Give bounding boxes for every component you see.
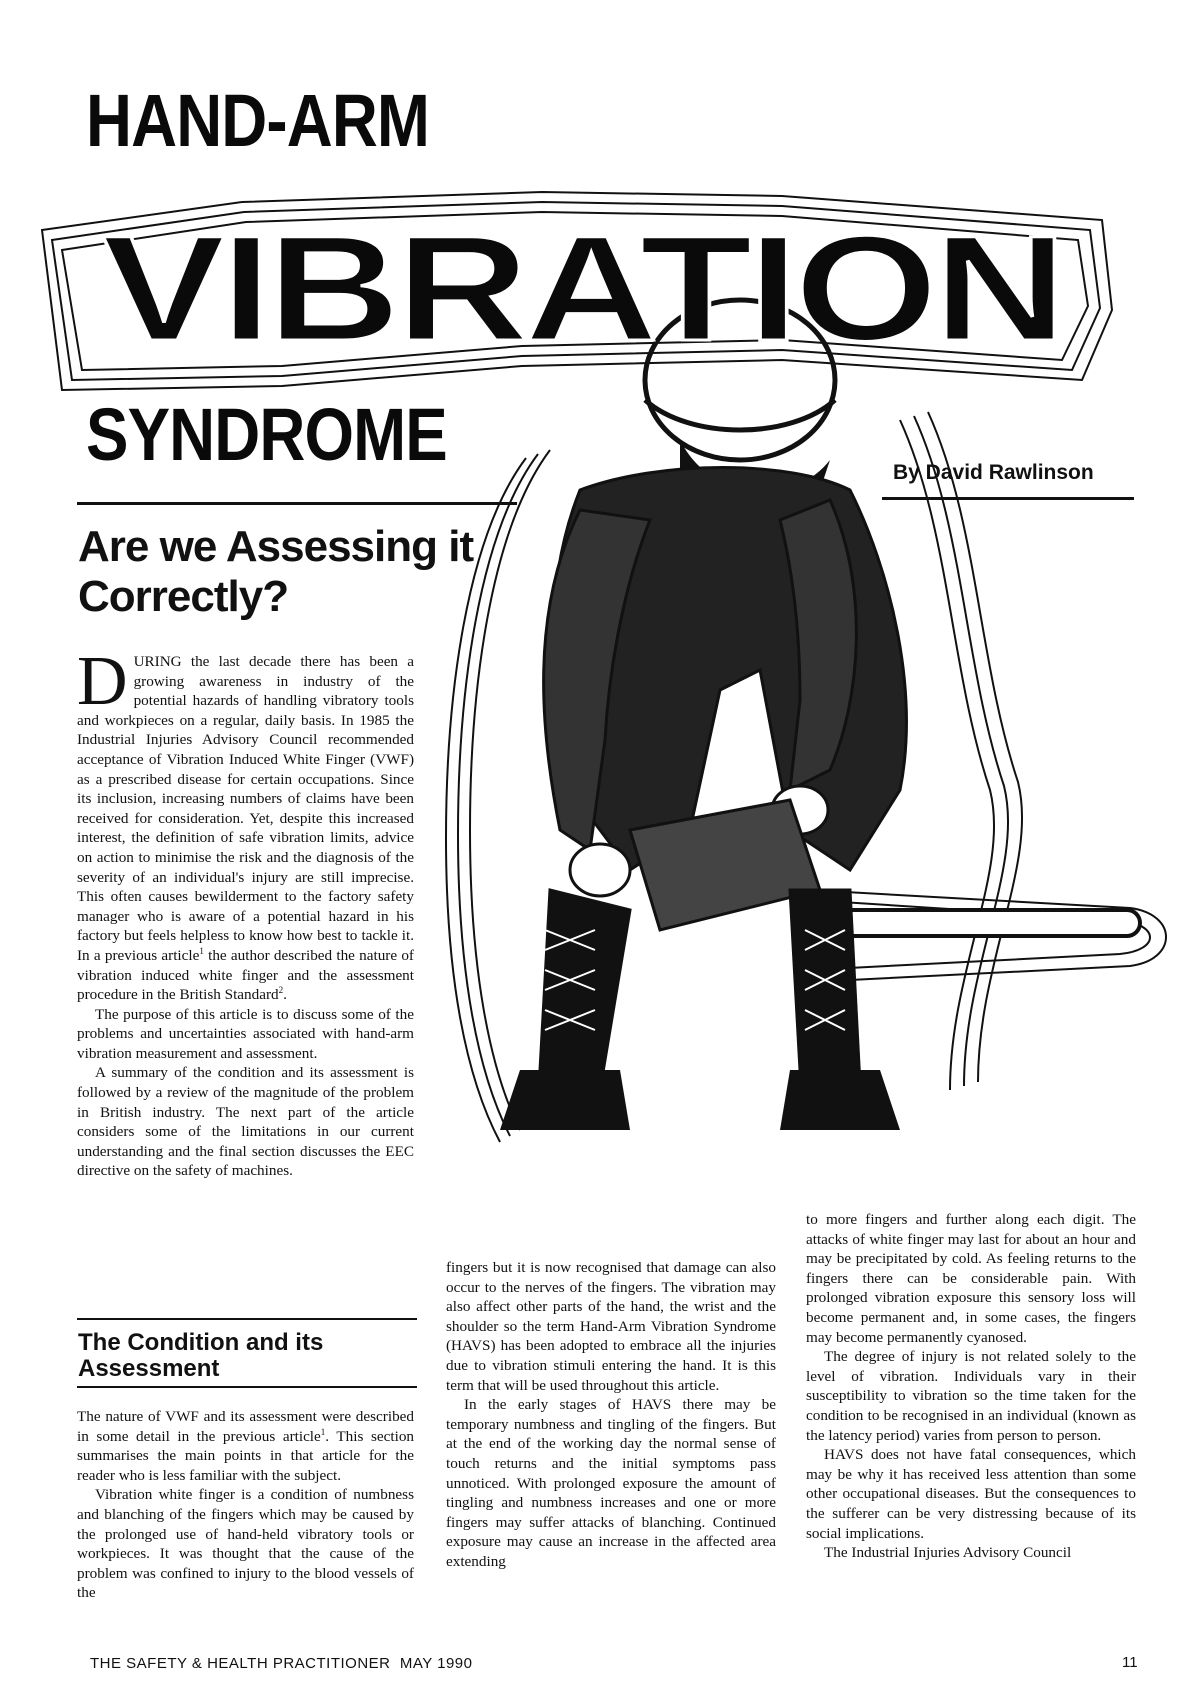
footer-publication: THE SAFETY & HEALTH PRACTITIONER MAY 1990 [90, 1655, 473, 1672]
paragraph: HAVS does not have fatal consequences, which may be why it has received less attention than some other occupational diseases. But the consequences to the sufferer can be very distressing because of its social implications. [806, 1446, 1136, 1542]
drop-cap: D [77, 643, 128, 720]
paragraph: The purpose of this article is to discuss some of the problems and uncertainties associated with hand-arm vibration measurement and assessment. [77, 1005, 414, 1062]
paragraph: In the early stages of HAVS there may be temporary numbness and tingling of the fingers. But at the end of the working day the normal sense of touch returns and the initial symptoms pass unnoticed. With prolonged exposure the amount of tingling and numbness increases and one or more fingers may suffer attacks of blanching. Continued exposure may cause an increase in the affected area extending [446, 1396, 776, 1570]
section-rule-top [77, 1318, 417, 1320]
footnote-ref: 2 [278, 985, 284, 996]
subtitle: Are we Assessing it Correctly? [78, 522, 474, 621]
article-column-1 [77, 643, 414, 1181]
paragraph: to more fingers and further along each digit. The attacks of white finger may last for about an hour and may be precipitated by cold. As feeling returns to the fingers there can be considerable pain. With prolonged vibration exposure this sensory loss will become permanent and, in some cases, the fingers may become permanently cyanosed. [806, 1211, 1136, 1346]
footnote-ref: 1 [199, 945, 204, 956]
section-rule-bottom [77, 1386, 417, 1388]
paragraph [77, 1407, 414, 1485]
paragraph: fingers but it is now recognised that damage can also occur to the nerves of the fingers. The vibration may also affect other parts of the hand, the wrist and the shoulder so the term Hand-Arm Vibration Syndrome (HAVS) has been adopted to embrace all the injuries due to vibration stimuli entering the hand. It is this term that will be used throughout this article. [446, 1259, 776, 1394]
paragraph-text: The nature of VWF and its assessment were described in some detail in the previous article [77, 1408, 414, 1445]
article-column-3 [806, 1210, 1136, 1563]
page-number: 11 [1122, 1654, 1138, 1671]
title-syndrome: SYNDROME [86, 393, 447, 476]
intro-text: URING the last decade there has been a growing awareness in industry of the potential hazards of handling vibratory tools and workpieces on a regular, daily basis. In 1985 the Industrial Injuries Advisory Council recommended acceptance of Vibration Induced White Finger (VWF) as a prescribed disease for certain occupations. Since its inclusion, increasing numbers of claims have been received for consideration. Yet, despite this increased interest, the definition of safe vibration limits, advice on action to minimise the risk and the diagnosis of the severity of an individual's injury are still imprecise. This often causes bewilderment to the factory safety manager who is aware of a potential hazard in his factory but feels helpless to know how best to tackle it. In a previous article [77, 653, 414, 964]
article-column-1-section [77, 1407, 414, 1603]
paragraph: Vibration white finger is a condition of numbness and blanching of the fingers which may be caused by the prolonged use of hand-held vibratory tools or workpieces. It was thought that the cause of the problem was confined to injury to the blood vessels of the [77, 1486, 414, 1602]
worker-chainsaw-illustration [430, 270, 1190, 1150]
paragraph: The degree of injury is not related solely to the level of vibration. Individuals vary in their susceptibility to vibration so the time taken for the condition to be recognised in an individual (known as the latency period) varies from person to person. [806, 1348, 1136, 1444]
article-column-2 [446, 1258, 776, 1572]
title-hand-arm: HAND-ARM [86, 79, 430, 162]
intro-paragraph [77, 643, 414, 1005]
vibration-word: VIBRATION [102, 204, 1062, 372]
paragraph: The Industrial Injuries Advisory Council [824, 1544, 1072, 1562]
intro-text-mid: the author described the nature of vibration induced white finger and the assessment procedure in the British Standard [77, 946, 414, 1004]
header-rule [77, 502, 517, 505]
vibration-title-graphic [22, 190, 1122, 400]
footnote-ref: 1 [320, 1426, 326, 1437]
byline: By David Rawlinson [893, 461, 1094, 484]
intro-text-end: . [283, 986, 287, 1004]
byline-rule [882, 497, 1134, 500]
paragraph-text: . This section summarises the main points in that article for the reader who is less familiar with the subject. [77, 1427, 415, 1484]
paragraph: A summary of the condition and its assessment is followed by a review of the magnitude of the problem in British industry. The next part of the article considers some of the limitations in our current understanding and the final section discusses the EEC directive on the safety of machines. [77, 1064, 414, 1180]
section-heading: The Condition and its Assessment [78, 1329, 324, 1382]
